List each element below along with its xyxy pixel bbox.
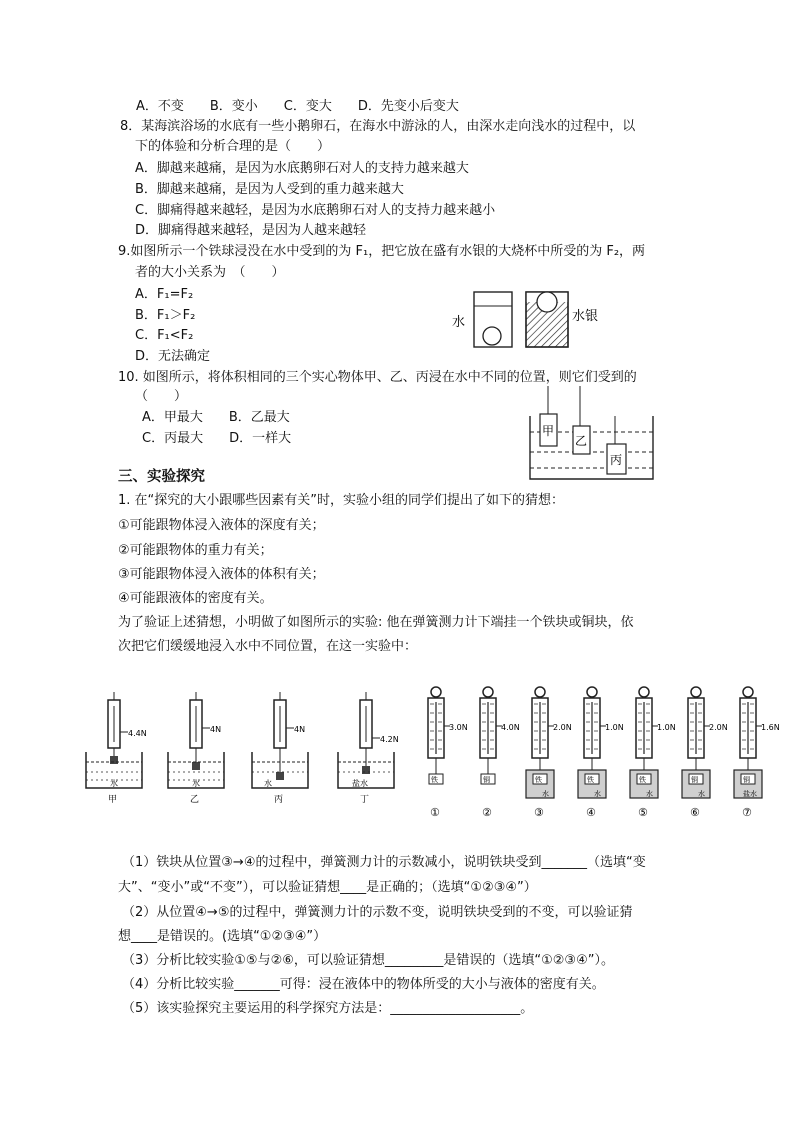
q10-stem-line1: 10. 如图所示，将体积相同的三个实心物体甲、乙、丙浸在水中不同的位置，则它们受到的 [118,370,637,385]
block [192,762,200,770]
q8-option-c: C．脚痛得越来越轻，是因为水底鹅卵石对人的支持力越来越小 [135,203,496,218]
scale-hook-ring [535,687,545,697]
block-label: 铜 [691,776,698,784]
setup-caption: ② [482,806,492,819]
liquid-label: 水 [646,790,653,798]
liquid-label: 盐水 [743,790,757,798]
liquid-label: 水 [110,779,118,788]
question-4: （4）分析比较实验_______可得：浸在液体中的物体所受的大小与液体的密度有关。 [122,977,605,992]
block-label: 铁 [431,776,438,784]
q8-option-d: D．脚痛得越来越轻，是因为人越来越轻 [135,223,367,238]
experiment-para-line2: 次把它们缓缓地浸入水中不同位置，在这一实验中： [118,639,418,654]
block-label: 铜 [483,776,490,784]
scale-hook-ring [587,687,597,697]
setup-caption: ⑦ [742,806,752,819]
figure-left-experiment [76,692,408,812]
label-mercury: 水银 [572,309,599,324]
reading: 4.2N [380,735,399,744]
guess-1: ①可能跟物体浸入液体的深度有关； [118,518,325,533]
scale-reading: 4.0N [501,723,520,732]
caption: 丙 [274,795,284,805]
guess-4: ④可能跟液体的密度有关。 [118,591,273,606]
question-2-line2: 想____是错误的。(选填“①②③④”） [118,929,327,944]
scale-reading: 1.0N [657,723,676,732]
setup-caption: ④ [586,806,596,819]
question-2-line1: （2）从位置④→⑤的过程中，弹簧测力计的示数不变，说明铁块受到的不变，可以验证猜 [122,905,633,920]
scale-reading: 1.6N [761,723,780,732]
q8-stem-line2: 下的体验和分析合理的是（ ） [135,139,331,154]
label-jia: 甲 [542,424,555,438]
q10-figure [525,386,660,484]
q9-option-a: A．F₁=F₂ [135,287,194,302]
reading: 4.4N [128,729,147,738]
q8-option-a: A．脚越来越痛，是因为水底鹅卵石对人的支持力越来越大 [135,161,469,176]
figure-right-experiment [418,684,780,822]
q10-options-row2: C．丙最大 D．一样大 [142,431,292,446]
guess-2: ②可能跟物体的重力有关； [118,543,273,558]
iron-ball-in-water [483,327,501,345]
setup-bing [252,692,308,805]
scale-reading: 3.0N [449,723,468,732]
liquid-label: 水 [264,779,272,788]
scale-reading: 2.0N [553,723,572,732]
guess-3: ③可能跟物体浸入液体的体积有关； [118,567,325,582]
scale-hook-ring [691,687,701,697]
q7-options: A．不变 B．变小 C．变大 D．先变小后变大 [136,99,459,114]
block-label: 铜 [743,776,750,784]
label-bing: 丙 [610,453,623,467]
block-label: 铁 [587,776,594,784]
scale-setup-1 [428,687,468,819]
setup-caption: ⑥ [690,806,700,819]
scale-setup-2 [480,687,520,819]
q9-stem-line1: 9.如图所示一个铁球浸没在水中受到的为 F₁，把它放在盛有水银的大烧杯中所受的为 F₂，两 [118,244,646,259]
q8-option-b: B．脚越来越痛，是因为人受到的重力越来越大 [135,182,404,197]
liquid-label: 水 [594,790,601,798]
scale-hook-ring [483,687,493,697]
q9-stem-line2: 者的大小关系为 （ ） [135,265,285,280]
liquid-label: 水 [698,790,705,798]
block [362,766,370,774]
block-label: 铁 [535,776,542,784]
section-title: 三、实验探究 [118,469,205,485]
scale-setup-4 [578,687,624,819]
label-water: 水 [452,315,466,330]
setup-caption: ① [430,806,440,819]
iron-ball-on-mercury [537,292,557,312]
setup-caption: ⑤ [638,806,648,819]
scale-reading: 1.0N [605,723,624,732]
setup-jia [86,692,147,805]
q10-stem-line2: （ ） [135,389,188,404]
caption: 乙 [190,795,200,805]
question-5: （5）该实验探究主要运用的科学探究方法是：____________________。 [122,1001,534,1016]
block [110,756,118,764]
caption: 甲 [108,795,118,805]
q9-option-c: C．F₁<F₂ [135,328,194,343]
experiment-intro: 1. 在“探究的大小跟哪些因素有关”时，实验小组的同学们提出了如下的猜想： [118,493,565,508]
label-yi: 乙 [575,434,588,448]
scale-reading: 2.0N [709,723,728,732]
q9-option-b: B．F₁＞F₂ [135,308,196,323]
scale-hook-ring [743,687,753,697]
reading: 4N [294,725,306,734]
scale-hook-ring [431,687,441,697]
question-3: （3）分析比较实验①⑤与②⑥，可以验证猜想_________是错误的（选填“①②③④”）。 [122,953,614,968]
q9-option-d: D．无法确定 [135,349,211,364]
scale-setup-5 [630,687,676,819]
question-1-line1: （1）铁块从位置③→④的过程中，弹簧测力计的示数减小，说明铁块受到_______（选填“变 [122,855,646,870]
setup-ding [338,692,399,805]
scale-setup-6 [682,687,728,819]
liquid-label: 水 [542,790,549,798]
setup-yi [168,692,224,805]
question-1-line2: 大”、“变小”或“不变”），可以验证猜想____是正确的；（选填“①②③④”） [118,880,537,895]
experiment-para-line1: 为了验证上述猜想，小明做了如图所示的实验: 他在弹簧测力计下端挂一个铁块或铜块，依 [118,615,634,630]
liquid-label: 盐水 [352,779,368,788]
scale-setup-3 [526,687,572,819]
scale-hook-ring [639,687,649,697]
q9-figure [450,282,610,354]
block-label: 铁 [639,776,646,784]
liquid-label: 水 [192,779,200,788]
q10-options-row1: A．甲最大 B．乙最大 [142,410,290,425]
setup-caption: ③ [534,806,544,819]
scale-setup-7 [734,687,780,819]
caption: 丁 [360,795,370,805]
q8-stem-line1: 8．某海滨浴场的水底有一些小鹅卵石，在海水中游泳的人，由深水走向浅水的过程中，以 [120,119,636,134]
reading: 4N [210,725,222,734]
block [276,772,284,780]
